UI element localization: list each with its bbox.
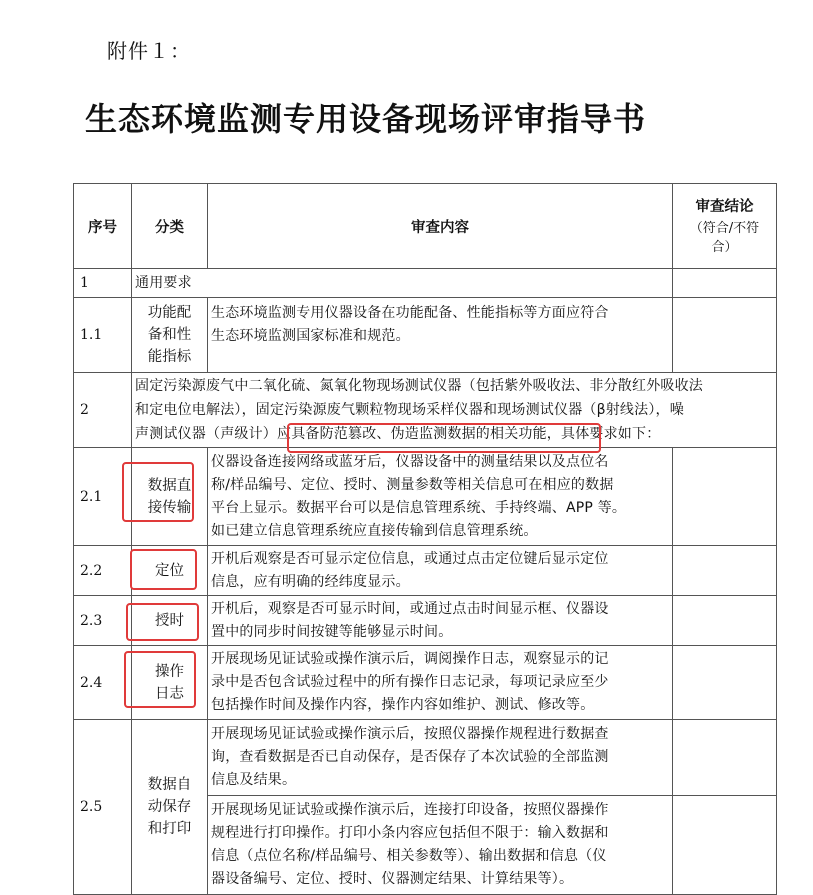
row-conclusion-cell (673, 298, 777, 373)
row-conclusion-cell (673, 646, 777, 720)
table-row (74, 298, 777, 373)
row-no: 1.1 (74, 298, 132, 373)
row-no: 2.2 (74, 546, 132, 596)
table-row (74, 269, 777, 298)
table-row (74, 720, 777, 796)
row-content: 固定污染源废气中二氧化硫、氮氧化物现场测试仪器（包括紫外吸收法、非分散红外吸收法 和定电位电解法），固定污染源废气颗粒物现场采样仪器和现场测试仪器（β射线法），噪 声测试仪器（声级计）应具备防范篡改、伪造监测数据的相关功能，具体要求如下： (132, 373, 777, 448)
row-no: 2.1 (74, 448, 132, 546)
row-content: 仪器设备连接网络或蓝牙后，仪器设备中的测量结果以及点位名 称/样品编号、定位、授时、测量参数等相关信息可在相应的数据 平台上显示。数据平台可以是信息管理系统、手持终端、APP 等。 如已建立信息管理系统应直接传输到信息管理系统。 (208, 448, 673, 546)
row-category: 授时 (132, 596, 208, 646)
row-category: 数据直 接传输 (132, 448, 208, 546)
header-content: 审查内容 (208, 184, 673, 269)
row-content: 开机后观察是否可显示定位信息，或通过点击定位键后显示定位 信息，应有明确的经纬度显示。 (208, 546, 673, 596)
header-no: 序号 (74, 184, 132, 269)
row-content: 开展现场见证试验或操作演示后，连接打印设备，按照仪器操作 规程进行打印操作。打印小条内容应包括但不限于：输入数据和 信息（点位名称/样品编号、相关参数等）、输出数据和信息（仪 器设备编号、定位、授时、仪器测定结果、计算结果等）。 (208, 796, 673, 895)
highlight-box-data-transfer (122, 462, 194, 522)
row-content: 开展现场见证试验或操作演示后，调阅操作日志，观察显示的记 录中是否包含试验过程中的所有操作日志记录，每项记录应至少 包括操作时间及操作内容，操作内容如维护、测试、修改等。 (208, 646, 673, 720)
row-conclusion-cell (673, 546, 777, 596)
row-content: 生态环境监测专用仪器设备在功能配备、性能指标等方面应符合 生态环境监测国家标准和规范。 (208, 298, 673, 373)
highlight-box-timing (126, 603, 199, 641)
row-conclusion-cell (673, 720, 777, 796)
row-content: 开机后，观察是否可显示时间，或通过点击时间显示框、仪器设 置中的同步时间按键等能够显示时间。 (208, 596, 673, 646)
row-no: 2.5 (74, 720, 132, 895)
row-conclusion-cell (673, 448, 777, 546)
row-no: 2 (74, 373, 132, 448)
row-conclusion-cell (673, 269, 777, 298)
row-conclusion-cell (673, 596, 777, 646)
table-header-row (74, 184, 777, 269)
review-table (73, 183, 777, 895)
row-no: 2.4 (74, 646, 132, 720)
highlight-box-anti-tampering (287, 423, 601, 453)
row-category: 定位 (132, 546, 208, 596)
row-category: 功能配 备和性 能指标 (132, 298, 208, 373)
row-category: 通用要求 (132, 269, 673, 298)
highlight-box-operation-log (124, 651, 196, 708)
row-conclusion-cell (673, 796, 777, 895)
row-category: 操作 日志 (132, 646, 208, 720)
row-content: 开展现场见证试验或操作演示后，按照仪器操作规程进行数据查 询，查看数据是否已自动保存，是否保存了本次试验的全部监测 信息及结果。 (208, 720, 673, 796)
header-category: 分类 (132, 184, 208, 269)
row-category: 数据自 动保存 和打印 (132, 720, 208, 895)
row-no: 2.3 (74, 596, 132, 646)
header-conclusion: 审查结论 （符合/不符 合） (673, 184, 777, 269)
document-title: 生态环境监测专用设备现场评审指导书 (85, 100, 647, 138)
attachment-label: 附件１： (107, 39, 191, 63)
highlight-box-positioning (130, 549, 197, 590)
row-no: 1 (74, 269, 132, 298)
